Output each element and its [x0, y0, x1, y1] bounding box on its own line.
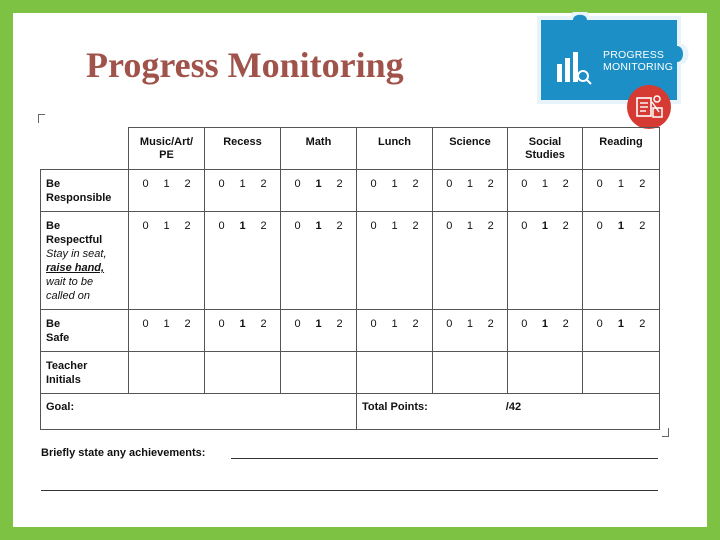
column-header: Music/Art/ PE [129, 128, 205, 170]
score-cell[interactable]: 0 1 2 [433, 310, 508, 352]
score-cell[interactable]: 0 1 2 [508, 170, 583, 212]
logo-text [603, 49, 673, 73]
column-header: Recess [205, 128, 281, 170]
table-row [41, 352, 660, 394]
achievements-label: Briefly state any achievements: [41, 447, 206, 459]
initials-cell[interactable] [205, 352, 281, 394]
crop-mark [662, 428, 669, 437]
row-label: Be Respectful Stay in seat, raise hand, wait to be called on [41, 212, 129, 310]
achievements-line[interactable] [231, 458, 658, 459]
score-cell[interactable]: 0 1 2 [583, 170, 660, 212]
score-cell[interactable]: 0 1 2 [357, 310, 433, 352]
column-header: Lunch [357, 128, 433, 170]
teacher-initials-label: Teacher Initials [41, 352, 129, 394]
initials-cell[interactable] [583, 352, 660, 394]
goal-field[interactable]: Goal: [41, 394, 357, 430]
column-header: Reading [583, 128, 660, 170]
score-cell[interactable]: 0 1 2 [281, 170, 357, 212]
column-header: Math [281, 128, 357, 170]
initials-cell[interactable] [281, 352, 357, 394]
score-cell[interactable]: 0 1 2 [129, 170, 205, 212]
column-header: Science [433, 128, 508, 170]
score-cell[interactable]: 0 1 2 [281, 212, 357, 310]
score-cell[interactable]: 0 1 2 [583, 212, 660, 310]
score-cell[interactable]: 0 1 2 [583, 310, 660, 352]
score-cell[interactable]: 0 1 2 [508, 310, 583, 352]
score-cell[interactable]: 0 1 2 [433, 212, 508, 310]
initials-cell[interactable] [433, 352, 508, 394]
score-cell[interactable]: 0 1 2 [281, 310, 357, 352]
score-cell[interactable]: 0 1 2 [357, 170, 433, 212]
logo-line-1: PROGRESS [603, 49, 665, 61]
score-cell[interactable]: 0 1 2 [433, 170, 508, 212]
table-row [41, 310, 660, 352]
row-label: Be Safe [41, 310, 129, 352]
behavior-chart-table [40, 127, 660, 430]
header-row [41, 128, 660, 170]
initials-cell[interactable] [508, 352, 583, 394]
score-cell[interactable]: 0 1 2 [205, 212, 281, 310]
score-cell[interactable]: 0 1 2 [205, 170, 281, 212]
table-row [41, 170, 660, 212]
column-header: Social Studies [508, 128, 583, 170]
goal-row [41, 394, 660, 430]
initials-cell[interactable] [129, 352, 205, 394]
crop-mark [38, 114, 45, 123]
corner-cell [41, 128, 129, 170]
table-row [41, 212, 660, 310]
score-cell[interactable]: 0 1 2 [129, 212, 205, 310]
analytics-badge-icon [626, 84, 672, 130]
total-points-field[interactable]: Total Points: /42 [357, 394, 660, 430]
row-label: Be Responsible [41, 170, 129, 212]
score-cell[interactable]: 0 1 2 [508, 212, 583, 310]
score-cell[interactable]: 0 1 2 [129, 310, 205, 352]
logo-line-2: MONITORING [603, 61, 674, 73]
page-title: Progress Monitoring [86, 45, 404, 85]
achievements-line[interactable] [41, 490, 658, 491]
score-cell[interactable]: 0 1 2 [357, 212, 433, 310]
score-cell[interactable]: 0 1 2 [205, 310, 281, 352]
initials-cell[interactable] [357, 352, 433, 394]
